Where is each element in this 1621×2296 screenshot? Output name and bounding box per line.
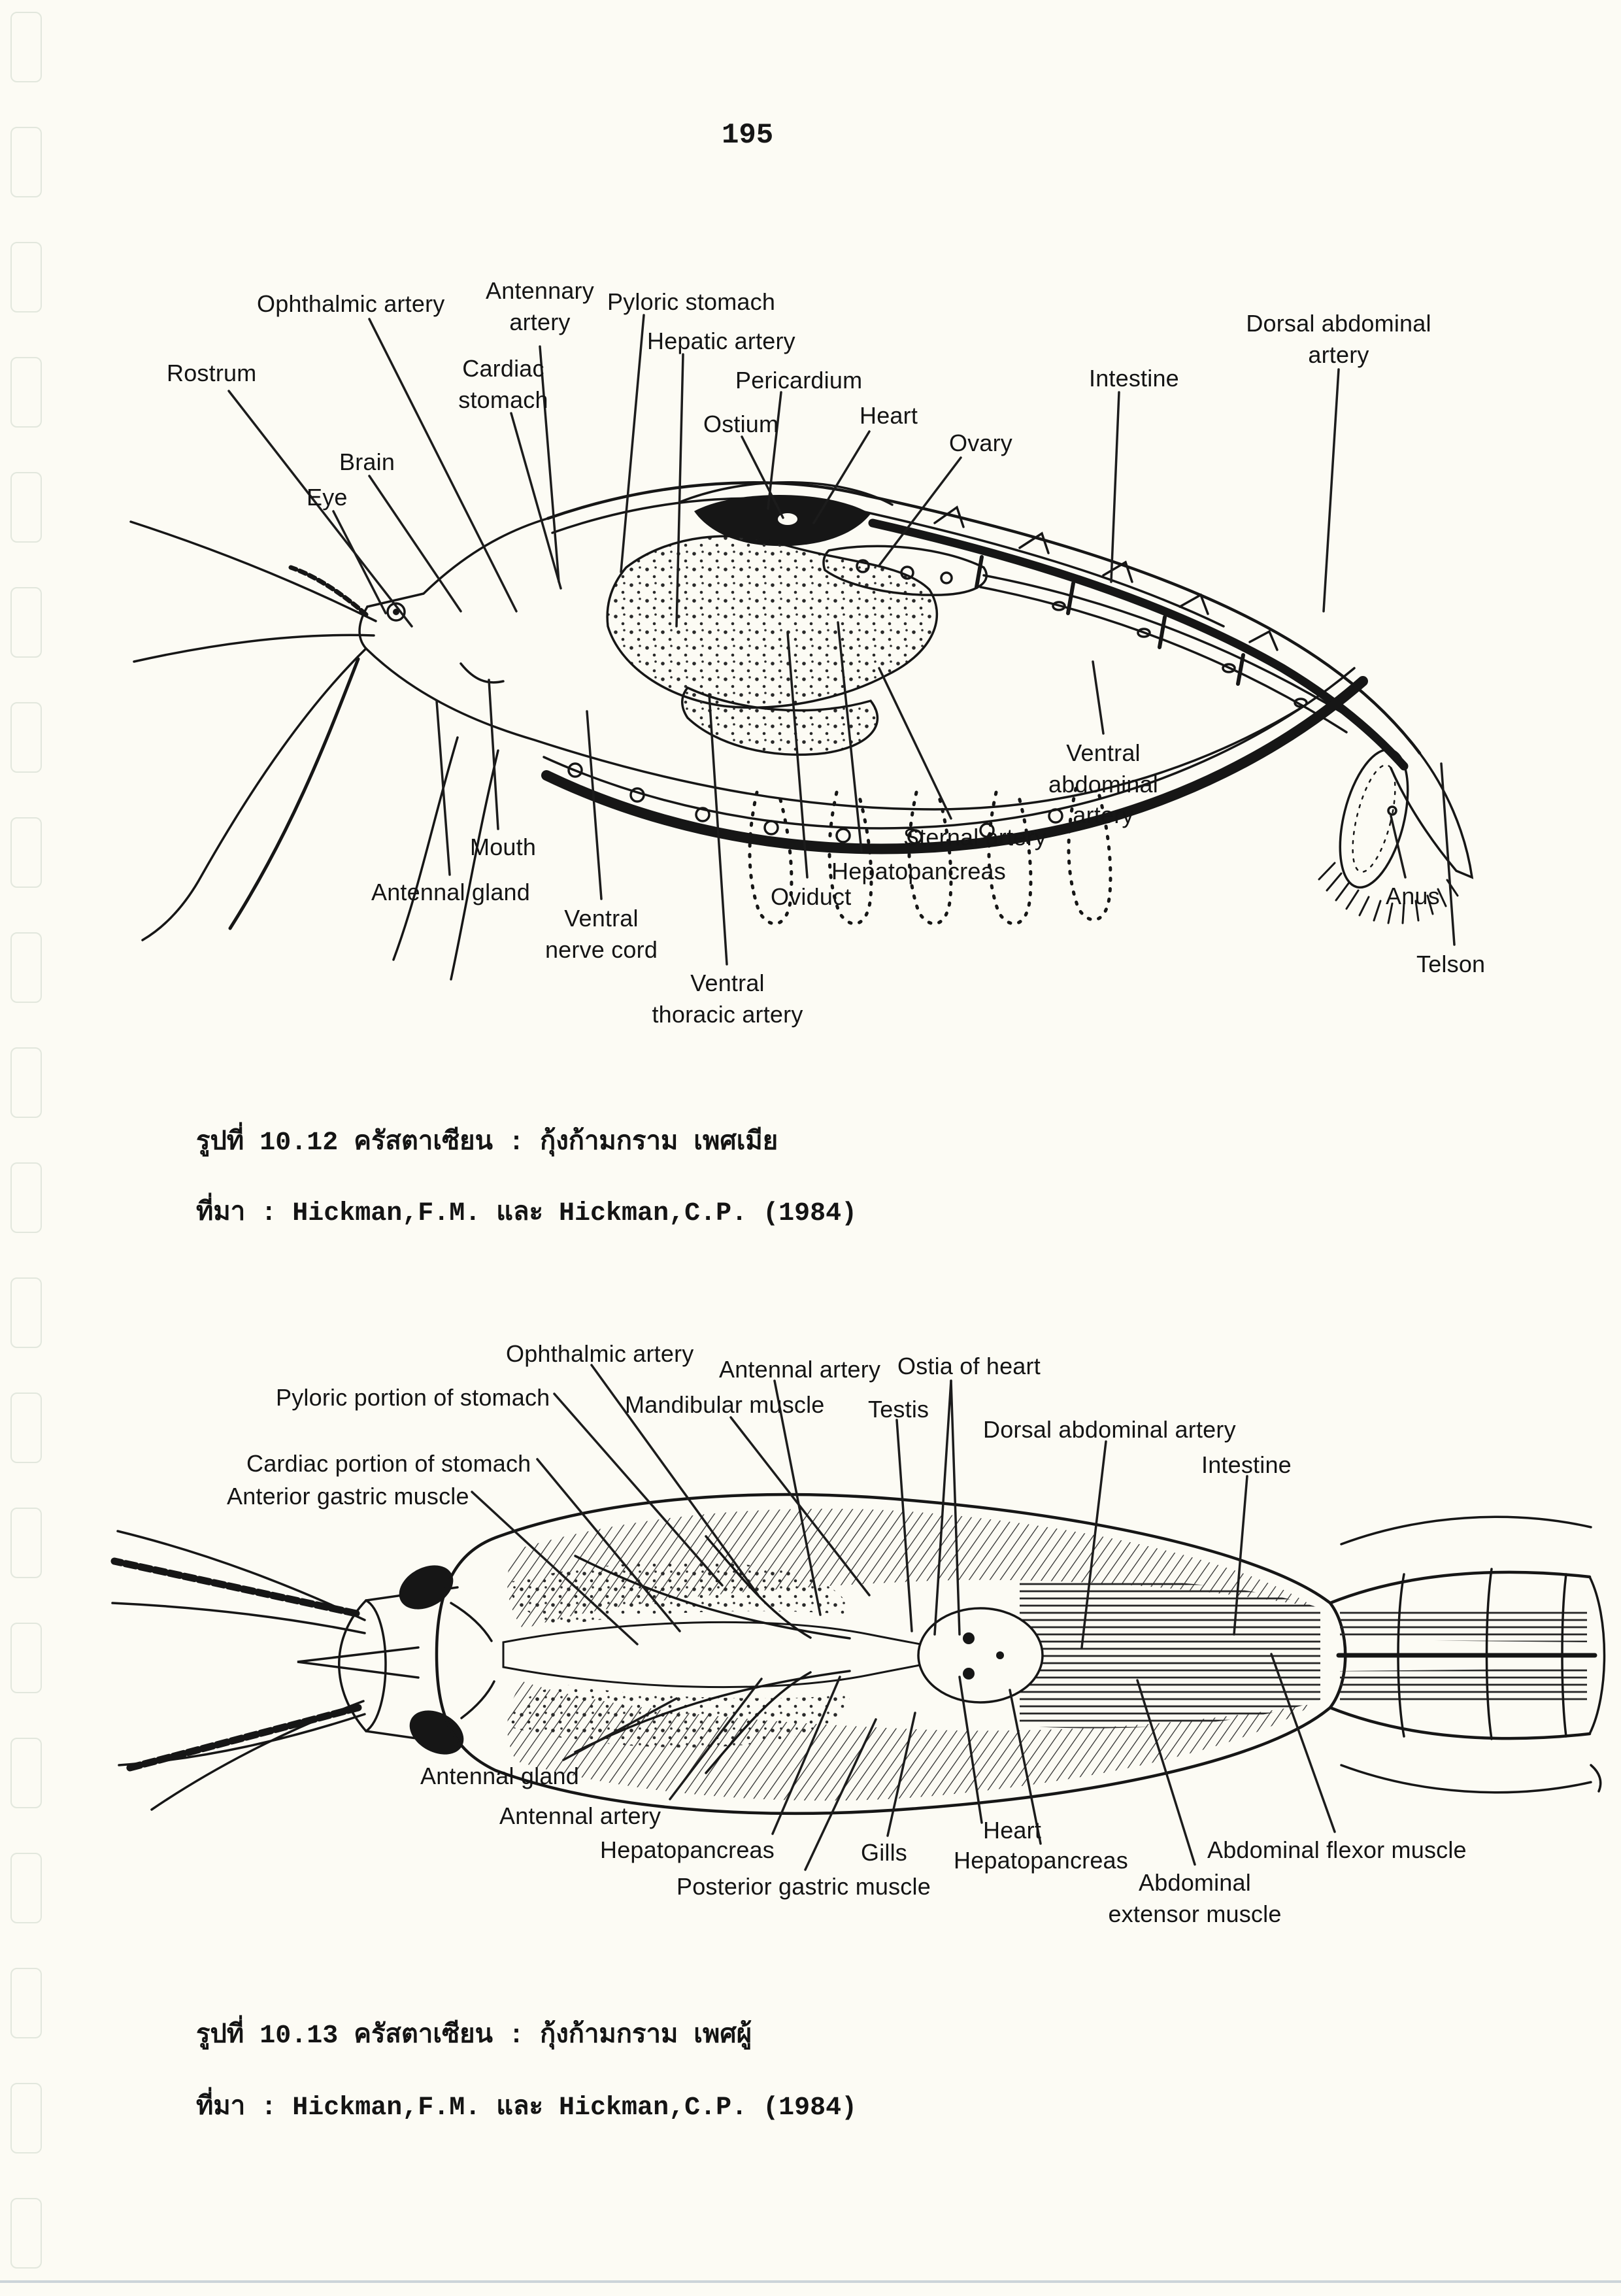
label-abdominal-flexor-muscle: Abdominal flexor muscle [1207,1836,1467,1863]
label-ovary: Ovary [949,430,1013,456]
label-hepatic-artery: Hepatic artery [647,328,795,354]
label-brain: Brain [339,448,395,475]
label-sternal-artery: Sternal artery [903,824,1046,851]
label-line: Cardiac [462,355,544,382]
label-testis: Testis [868,1396,929,1423]
page-number: 195 [722,119,774,152]
label-hepatopancreas-right: Hepatopancreas [954,1847,1128,1874]
fig2-drawing [112,1494,1605,1814]
label-ventral-thoracic-artery [652,968,803,1030]
label-pericardium: Pericardium [735,367,863,394]
fig2-caption-title: รูปที่ 10.13 ครัสตาเซียน : กุ้งก้ามกราม เพศผู้ [196,2021,752,2051]
label-heart: Heart [983,1817,1042,1844]
label-line: artery [1308,341,1369,368]
label-ophthalmic-artery: Ophthalmic artery [257,290,445,317]
label-line: thoracic artery [652,1000,803,1028]
label-dorsal-abdominal-artery: Dorsal abdominal artery [983,1416,1236,1443]
label-line: Ventral [1066,739,1141,766]
label-dorsal-abdominal-artery [1246,308,1431,370]
label-line: artery [509,308,571,335]
label-ventral-nerve-cord [545,903,658,965]
label-line: Ventral [564,905,639,932]
label-mandibular-muscle: Mandibular muscle [625,1391,825,1418]
label-line: Antennary [486,277,594,304]
fig1-caption-source: ที่มา : Hickman,F.M. และ Hickman,C.P. (1984) [196,1199,858,1228]
label-posterior-gastric-muscle: Posterior gastric muscle [677,1873,931,1900]
label-pyloric-stomach: Pyloric stomach [607,288,776,315]
label-cardiac-stomach [458,353,548,415]
label-eye: Eye [307,484,348,511]
label-antennal-gland: Antennal gland [371,879,531,905]
label-ostium: Ostium [703,411,779,437]
label-telson: Telson [1416,951,1486,977]
label-antennal-gland: Antennal gland [420,1763,580,1789]
label-ophthalmic-artery: Ophthalmic artery [506,1340,694,1367]
label-ventral-abdominal-artery [1048,737,1158,831]
label-ostia-of-heart: Ostia of heart [897,1353,1041,1379]
label-intestine: Intestine [1201,1451,1292,1478]
label-antennal-artery-top: Antennal artery [719,1356,881,1383]
label-rostrum: Rostrum [167,360,257,386]
label-line: extensor muscle [1108,1900,1282,1927]
label-heart: Heart [860,402,918,429]
label-hepatopancreas: Hepatopancreas [831,858,1006,885]
label-line: stomach [458,386,548,413]
label-anus: Anus [1386,883,1440,909]
label-line: artery [1073,802,1134,829]
label-line: Dorsal abdominal [1246,310,1431,337]
label-abdominal-extensor-muscle [1108,1867,1281,1929]
label-gills: Gills [861,1839,907,1866]
label-line: Abdominal [1139,1869,1251,1896]
label-antennary-artery [486,275,594,337]
label-anterior-gastric-muscle: Anterior gastric muscle [227,1483,469,1510]
label-hepatopancreas-left: Hepatopancreas [600,1836,775,1863]
label-mouth: Mouth [470,834,537,860]
label-line: Ventral [690,970,765,996]
fig1-caption-title: รูปที่ 10.12 ครัสตาเซียน : กุ้งก้ามกราม เพศเมีย [196,1128,778,1158]
label-antennal-artery-bottom: Antennal artery [499,1802,661,1829]
label-line: nerve cord [544,936,658,963]
label-oviduct: Oviduct [771,883,852,910]
label-pyloric-portion: Pyloric portion of stomach [276,1384,550,1411]
label-line: abdominal [1048,770,1158,798]
label-intestine: Intestine [1089,365,1179,392]
label-cardiac-portion: Cardiac portion of stomach [246,1450,531,1477]
fig2-caption-source: ที่มา : Hickman,F.M. และ Hickman,C.P. (1984) [196,2093,858,2123]
